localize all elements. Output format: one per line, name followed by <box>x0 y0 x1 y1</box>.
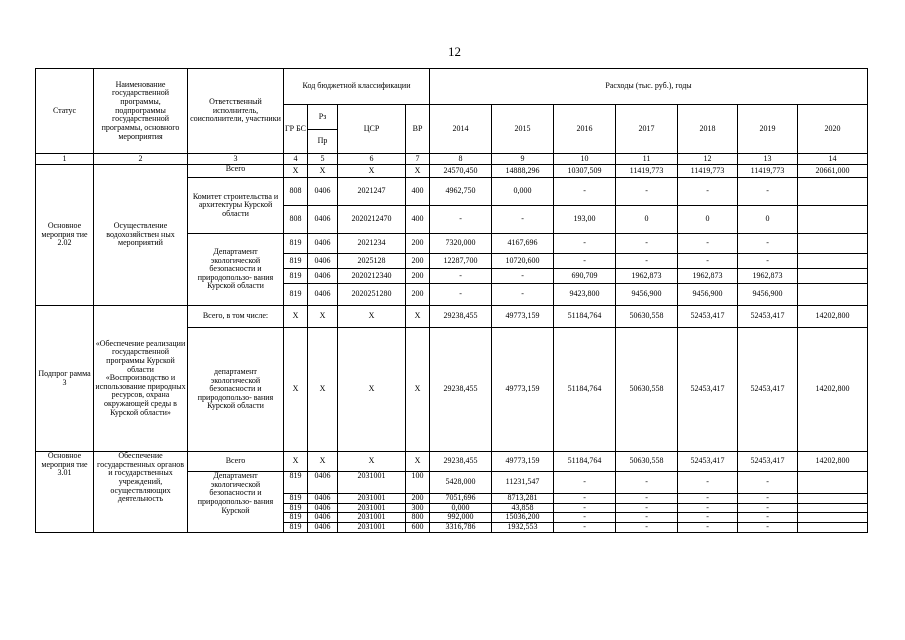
cell-value: 24570,450 <box>430 165 492 178</box>
cell-vr: 200 <box>406 269 430 284</box>
cell-grbs: X <box>284 165 308 178</box>
cell-grbs: X <box>284 328 308 452</box>
cell-value: 9456,900 <box>678 284 738 306</box>
cell-vr: 200 <box>406 254 430 269</box>
col-number: 13 <box>738 154 798 165</box>
cell-csr: 2020212340 <box>338 269 406 284</box>
cell-csr: X <box>338 328 406 452</box>
row-executor: Департамент экологической безопасности и природопользо- вания Курской области <box>188 234 284 306</box>
cell-value: 50630,558 <box>616 306 678 328</box>
cell-rz: 0406 <box>308 513 338 523</box>
col-number: 9 <box>492 154 554 165</box>
col-number: 1 <box>36 154 94 165</box>
col-number: 3 <box>188 154 284 165</box>
cell-value: - <box>678 234 738 254</box>
row-status: Основное мероприя тие 2.02 <box>36 165 94 306</box>
cell-value: 14202,800 <box>798 306 868 328</box>
cell-value: - <box>738 472 798 494</box>
cell-value: 0,000 <box>492 178 554 206</box>
cell-rz: X <box>308 306 338 328</box>
cell-value: - <box>492 269 554 284</box>
cell-grbs: 808 <box>284 206 308 234</box>
cell-value: 52453,417 <box>678 452 738 472</box>
cell-rz: 0406 <box>308 494 338 504</box>
cell-value: 29238,455 <box>430 452 492 472</box>
cell-value: - <box>678 503 738 513</box>
cell-value: - <box>554 254 616 269</box>
cell-csr: 2020251280 <box>338 284 406 306</box>
cell-value: - <box>554 494 616 504</box>
row-name: Обеспечение государственных органов и государственных учреждений, осуществляющих деятельность <box>94 452 188 533</box>
cell-value: 11231,547 <box>492 472 554 494</box>
cell-vr: 400 <box>406 178 430 206</box>
cell-value: - <box>616 494 678 504</box>
cell-rz: 0406 <box>308 269 338 284</box>
col-number: 12 <box>678 154 738 165</box>
cell-value: 51184,764 <box>554 452 616 472</box>
cell-grbs: 819 <box>284 234 308 254</box>
cell-grbs: 819 <box>284 269 308 284</box>
cell-value <box>798 234 868 254</box>
cell-value: - <box>678 178 738 206</box>
row-executor: департамент экологической безопасности и природопользо- вания Курской области <box>188 328 284 452</box>
cell-value: 52453,417 <box>738 452 798 472</box>
table-row <box>36 165 868 178</box>
cell-value: 12287,700 <box>430 254 492 269</box>
cell-value: 10720,600 <box>492 254 554 269</box>
cell-value: - <box>738 494 798 504</box>
header-year: 2015 <box>492 105 554 154</box>
cell-value: 52453,417 <box>738 328 798 452</box>
header-expenses: Расходы (тыс. руб.), годы <box>430 69 868 105</box>
cell-grbs: 819 <box>284 513 308 523</box>
cell-value <box>798 284 868 306</box>
cell-value: - <box>738 503 798 513</box>
cell-vr: 200 <box>406 234 430 254</box>
table-row <box>36 452 868 472</box>
row-name: «Обеспечение реализации государственной программы Курской области «Воспроизводство и использование природных ресурсов, охрана окружающей среды в Курской области» <box>94 306 188 452</box>
cell-value: 9423,800 <box>554 284 616 306</box>
row-status: Основное мероприя тие 3.01 <box>36 452 94 533</box>
cell-value: 11419,773 <box>616 165 678 178</box>
cell-value: 8713,281 <box>492 494 554 504</box>
cell-grbs: 808 <box>284 178 308 206</box>
cell-value: - <box>738 254 798 269</box>
cell-value: 49773,159 <box>492 328 554 452</box>
col-number: 4 <box>284 154 308 165</box>
cell-value <box>798 503 868 513</box>
cell-value: 3316,786 <box>430 522 492 532</box>
header-executor: Ответственный исполнитель, соисполнители, участники <box>188 69 284 154</box>
column-numbers-row <box>36 154 868 165</box>
cell-vr: 400 <box>406 206 430 234</box>
cell-csr: 2020212470 <box>338 206 406 234</box>
cell-value: - <box>554 513 616 523</box>
row-executor: Всего <box>188 165 284 178</box>
cell-value: - <box>616 254 678 269</box>
cell-value: 50630,558 <box>616 452 678 472</box>
row-executor: Комитет строительства и архитектуры Курской области <box>188 178 284 234</box>
header-name: Наименование государственной программы, подпрограммы государственной программы, основного мероприятия <box>94 69 188 154</box>
cell-value <box>798 254 868 269</box>
cell-value: - <box>554 503 616 513</box>
cell-value: - <box>616 234 678 254</box>
cell-csr: X <box>338 165 406 178</box>
cell-value: 49773,159 <box>492 306 554 328</box>
cell-value: - <box>616 472 678 494</box>
cell-vr: X <box>406 306 430 328</box>
row-executor: Всего <box>188 452 284 472</box>
cell-vr: 600 <box>406 522 430 532</box>
col-number: 7 <box>406 154 430 165</box>
cell-value: - <box>738 513 798 523</box>
cell-vr: 800 <box>406 513 430 523</box>
cell-csr: 2031001 <box>338 503 406 513</box>
cell-csr: 2031001 <box>338 513 406 523</box>
cell-value: 9456,900 <box>738 284 798 306</box>
cell-value: - <box>554 178 616 206</box>
cell-value: 11419,773 <box>738 165 798 178</box>
cell-csr: 2031001 <box>338 494 406 504</box>
cell-value: 11419,773 <box>678 165 738 178</box>
page-number: 12 <box>448 44 461 59</box>
col-number: 5 <box>308 154 338 165</box>
cell-value: 992,000 <box>430 513 492 523</box>
header-vr: ВР <box>406 105 430 154</box>
cell-value: 1962,873 <box>678 269 738 284</box>
cell-csr: 2021247 <box>338 178 406 206</box>
cell-value <box>798 206 868 234</box>
row-executor: Департамент экологической безопасности и природопользо- вания Курской <box>188 472 284 533</box>
cell-value: - <box>554 522 616 532</box>
cell-value: - <box>678 513 738 523</box>
cell-value: 52453,417 <box>738 306 798 328</box>
row-status: Подпрог рамма 3 <box>36 306 94 452</box>
header-csr: ЦСР <box>338 105 406 154</box>
cell-value: 14202,800 <box>798 452 868 472</box>
cell-value: 4167,696 <box>492 234 554 254</box>
cell-rz: 0406 <box>308 522 338 532</box>
cell-value: 50630,558 <box>616 328 678 452</box>
cell-value: 5428,000 <box>430 472 492 494</box>
cell-value: - <box>554 472 616 494</box>
cell-value: 0 <box>678 206 738 234</box>
cell-value <box>798 513 868 523</box>
cell-value: - <box>430 269 492 284</box>
cell-grbs: 819 <box>284 472 308 494</box>
cell-vr: 100 <box>406 472 430 494</box>
header-budget-code: Код бюджетной классификации <box>284 69 430 105</box>
cell-value: - <box>492 206 554 234</box>
header-status: Статус <box>36 69 94 154</box>
col-number: 2 <box>94 154 188 165</box>
cell-rz: 0406 <box>308 234 338 254</box>
cell-csr: 2031001 <box>338 472 406 494</box>
cell-vr: X <box>406 328 430 452</box>
cell-value: 0,000 <box>430 503 492 513</box>
header-year: 2016 <box>554 105 616 154</box>
cell-value: - <box>554 234 616 254</box>
cell-vr: X <box>406 452 430 472</box>
cell-value: 49773,159 <box>492 452 554 472</box>
cell-value: 10307,509 <box>554 165 616 178</box>
cell-value <box>798 472 868 494</box>
cell-value <box>798 269 868 284</box>
cell-value: 29238,455 <box>430 306 492 328</box>
cell-rz: X <box>308 452 338 472</box>
cell-value: 1962,873 <box>616 269 678 284</box>
cell-value: - <box>616 178 678 206</box>
col-number: 11 <box>616 154 678 165</box>
cell-value: 690,709 <box>554 269 616 284</box>
cell-value: 193,00 <box>554 206 616 234</box>
cell-value: 0 <box>738 206 798 234</box>
cell-rz: X <box>308 165 338 178</box>
cell-grbs: 819 <box>284 522 308 532</box>
cell-value: 29238,455 <box>430 328 492 452</box>
cell-value: - <box>616 522 678 532</box>
cell-vr: 200 <box>406 494 430 504</box>
cell-rz: X <box>308 328 338 452</box>
cell-csr: 2025128 <box>338 254 406 269</box>
cell-value <box>798 494 868 504</box>
cell-value: 0 <box>616 206 678 234</box>
cell-value: - <box>678 254 738 269</box>
cell-grbs: 819 <box>284 254 308 269</box>
cell-value: - <box>430 284 492 306</box>
cell-value: 52453,417 <box>678 328 738 452</box>
cell-value: 15036,200 <box>492 513 554 523</box>
cell-grbs: 819 <box>284 503 308 513</box>
header-year: 2017 <box>616 105 678 154</box>
cell-rz: 0406 <box>308 503 338 513</box>
cell-rz: 0406 <box>308 178 338 206</box>
budget-table <box>35 68 868 533</box>
cell-value: - <box>616 513 678 523</box>
cell-rz: 0406 <box>308 284 338 306</box>
col-number: 10 <box>554 154 616 165</box>
row-executor: Всего, в том числе: <box>188 306 284 328</box>
cell-value <box>798 522 868 532</box>
cell-value: 20661,000 <box>798 165 868 178</box>
cell-grbs: 819 <box>284 284 308 306</box>
cell-value: 52453,417 <box>678 306 738 328</box>
cell-rz: 0406 <box>308 254 338 269</box>
header-year: 2014 <box>430 105 492 154</box>
col-number: 8 <box>430 154 492 165</box>
cell-value <box>798 178 868 206</box>
header-year: 2020 <box>798 105 868 154</box>
cell-value: - <box>738 234 798 254</box>
cell-value: - <box>738 522 798 532</box>
cell-value: - <box>678 494 738 504</box>
cell-value: - <box>678 472 738 494</box>
cell-grbs: X <box>284 306 308 328</box>
header-year: 2019 <box>738 105 798 154</box>
cell-value: - <box>616 503 678 513</box>
cell-value: - <box>430 206 492 234</box>
header-grbs: ГР БС <box>284 105 308 154</box>
cell-grbs: 819 <box>284 494 308 504</box>
cell-rz: 0406 <box>308 472 338 494</box>
header-rz: Рз <box>308 105 338 130</box>
cell-value: - <box>678 522 738 532</box>
cell-csr: 2021234 <box>338 234 406 254</box>
cell-value: - <box>492 284 554 306</box>
header-year: 2018 <box>678 105 738 154</box>
cell-value: 7320,000 <box>430 234 492 254</box>
cell-value: - <box>738 178 798 206</box>
cell-vr: X <box>406 165 430 178</box>
cell-value: 43,858 <box>492 503 554 513</box>
cell-value: 51184,764 <box>554 306 616 328</box>
cell-csr: 2031001 <box>338 522 406 532</box>
cell-value: 14888,296 <box>492 165 554 178</box>
cell-value: 9456,900 <box>616 284 678 306</box>
cell-vr: 200 <box>406 284 430 306</box>
row-name: Осуществление водохозяйствен ных мероприятий <box>94 165 188 306</box>
cell-rz: 0406 <box>308 206 338 234</box>
cell-csr: X <box>338 452 406 472</box>
col-number: 14 <box>798 154 868 165</box>
cell-value: 51184,764 <box>554 328 616 452</box>
cell-value: 14202,800 <box>798 328 868 452</box>
cell-value: 4962,750 <box>430 178 492 206</box>
cell-value: 7051,696 <box>430 494 492 504</box>
cell-csr: X <box>338 306 406 328</box>
cell-grbs: X <box>284 452 308 472</box>
header-pr: Пр <box>308 130 338 154</box>
cell-value: 1962,873 <box>738 269 798 284</box>
cell-vr: 300 <box>406 503 430 513</box>
table-row <box>36 306 868 328</box>
col-number: 6 <box>338 154 406 165</box>
cell-value: 1932,553 <box>492 522 554 532</box>
